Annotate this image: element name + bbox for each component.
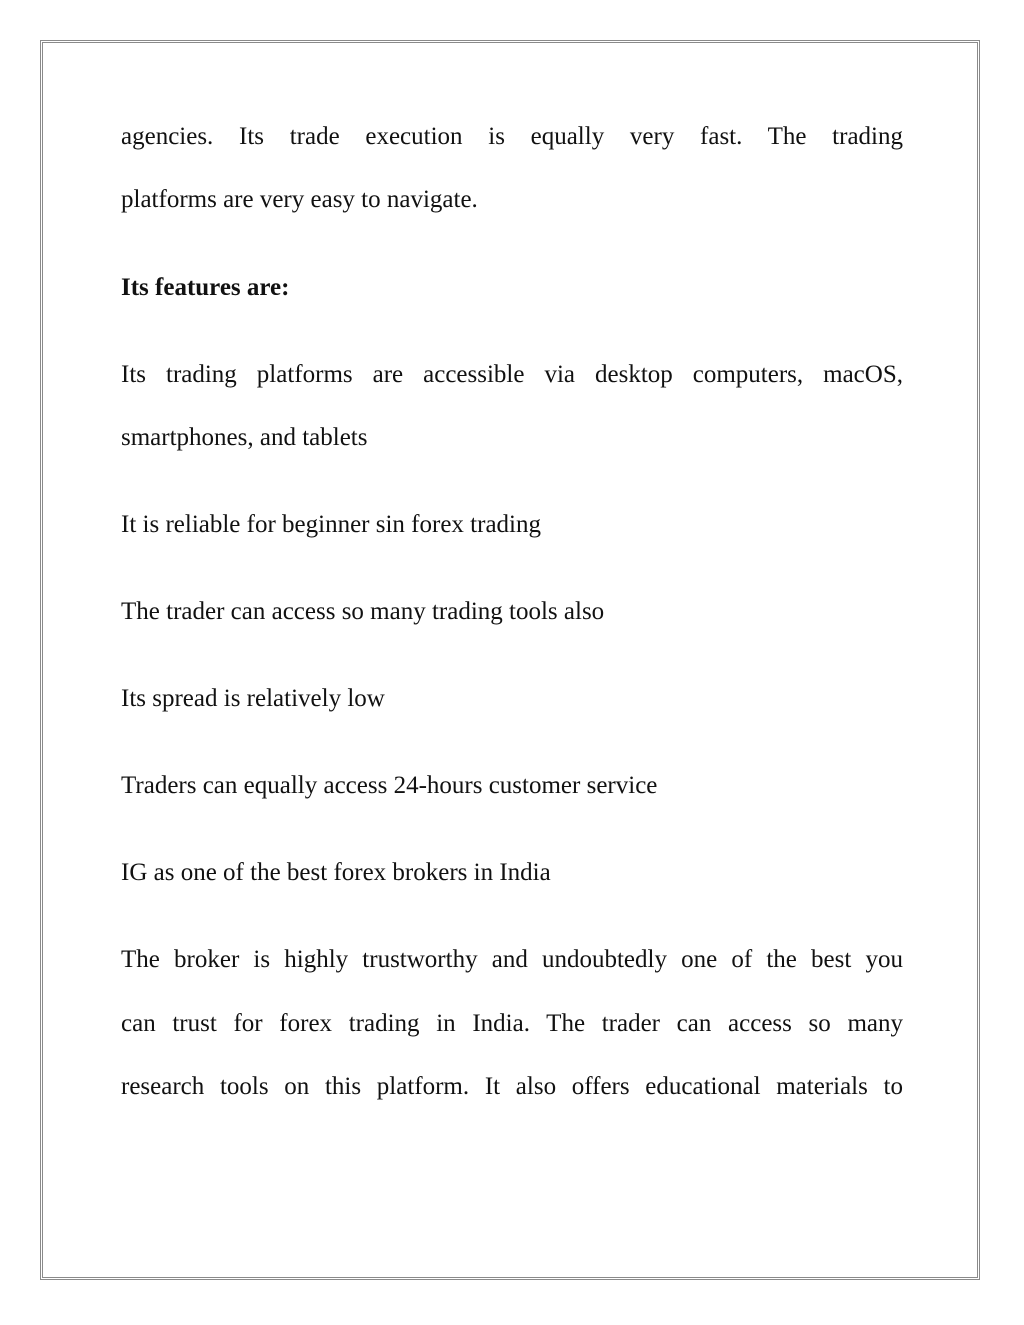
section-title-ig: IG as one of the best forex brokers in India — [121, 859, 551, 886]
feature-customer-service: Traders can equally access 24-hours customer service — [121, 772, 658, 799]
feature-platforms-line-2: smartphones, and tablets — [121, 424, 368, 451]
ig-paragraph-line-3: research tools on this platform. It also offers educational materials to — [121, 1073, 903, 1100]
feature-tools: The trader can access so many trading tools also — [121, 598, 605, 625]
features-heading: Its features are: — [121, 274, 290, 301]
feature-platforms-line-1: Its trading platforms are accessible via desktop computers, macOS, — [121, 361, 903, 388]
paragraph-1-line-2: platforms are very easy to navigate. — [121, 186, 478, 213]
feature-spread: Its spread is relatively low — [121, 685, 385, 712]
ig-paragraph-line-1: The broker is highly trustworthy and undoubtedly one of the best you — [121, 946, 903, 973]
paragraph-1-line-1: agencies. Its trade execution is equally very fast. The trading — [121, 123, 903, 150]
ig-paragraph-line-2: can trust for forex trading in India. The trader can access so many — [121, 1010, 903, 1037]
feature-reliable: It is reliable for beginner sin forex trading — [121, 511, 541, 538]
